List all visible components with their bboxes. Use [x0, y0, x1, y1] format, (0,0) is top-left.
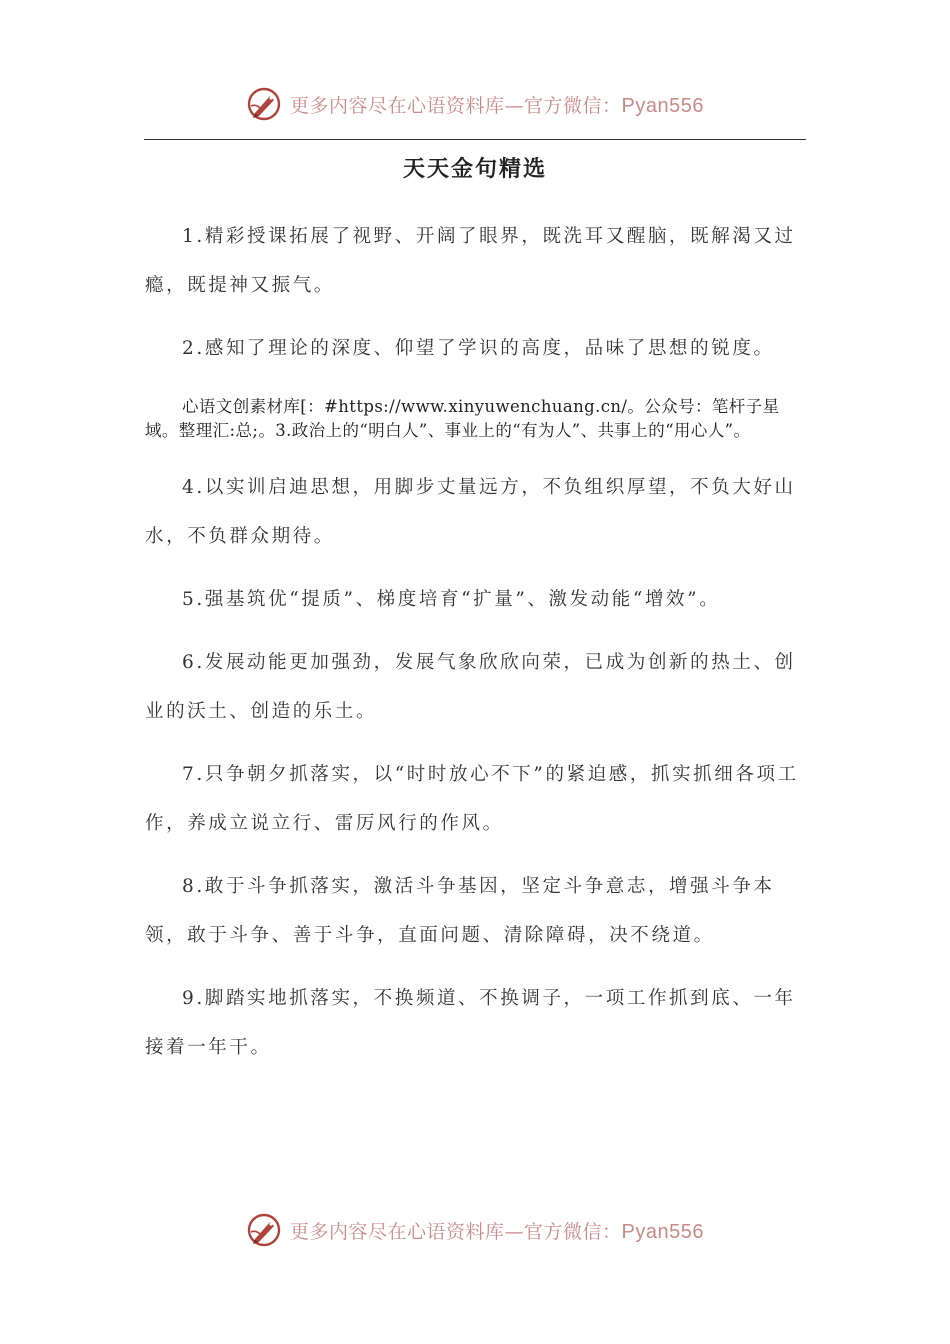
paragraph-3: 心语文创素材库[：#https://www.xinyuwenchuang.cn/。公众号：笔杆子星域。整理汇:总;。3.政治上的“明白人”、事业上的“有为人”、共事上的“用心人”。 — [145, 397, 780, 440]
paragraph-2: 2.感知了理论的深度、仰望了学识的高度，品味了思想的锐度。 — [182, 338, 775, 359]
pen-nib-logo-icon — [246, 1212, 282, 1248]
footer-banner — [0, 1208, 950, 1252]
paragraph-5: 5.强基筑优“提质”、梯度培育“扩量”、激发动能“增效”。 — [182, 589, 721, 610]
paragraph-7: 7.只争朝夕抓落实，以“时时放心不下”的紧迫感，抓实抓细各项工作，养成立说立行、雷厉风行的作风。 — [145, 764, 799, 834]
header-banner — [0, 82, 950, 126]
banner-main-text: 更多内容尽在心语资料库—官方微信： — [290, 94, 622, 117]
paragraph-8: 8.敢于斗争抓落实，激活斗争基因，坚定斗争意志，增强斗争本领，敢于斗争、善于斗争，直面问题、清除障碍，决不绕道。 — [145, 876, 775, 946]
paragraph-4: 4.以实训启迪思想，用脚步丈量远方，不负组织厚望，不负大好山水，不负群众期待。 — [145, 477, 796, 547]
paragraph-9: 9.脚踏实地抓落实，不换频道、不换调子，一项工作抓到底、一年接着一年干。 — [145, 988, 796, 1058]
document-body — [145, 212, 810, 1086]
page-title: 天天金句精选 — [402, 157, 547, 182]
pen-nib-logo-icon — [246, 86, 282, 122]
banner-text — [290, 1217, 704, 1244]
banner-wechat-id: Pyan556 — [621, 94, 704, 117]
paragraph-1: 1.精彩授课拓展了视野、开阔了眼界，既洗耳又醒脑，既解渴又过瘾，既提神又振气。 — [145, 226, 796, 296]
banner-wechat-id: Pyan556 — [621, 1220, 704, 1243]
banner-text — [290, 91, 704, 118]
header-divider — [144, 139, 806, 140]
paragraph-6: 6.发展动能更加强劲，发展气象欣欣向荣，已成为创新的热土、创业的沃土、创造的乐土。 — [145, 652, 796, 722]
banner-main-text: 更多内容尽在心语资料库—官方微信： — [290, 1220, 622, 1243]
